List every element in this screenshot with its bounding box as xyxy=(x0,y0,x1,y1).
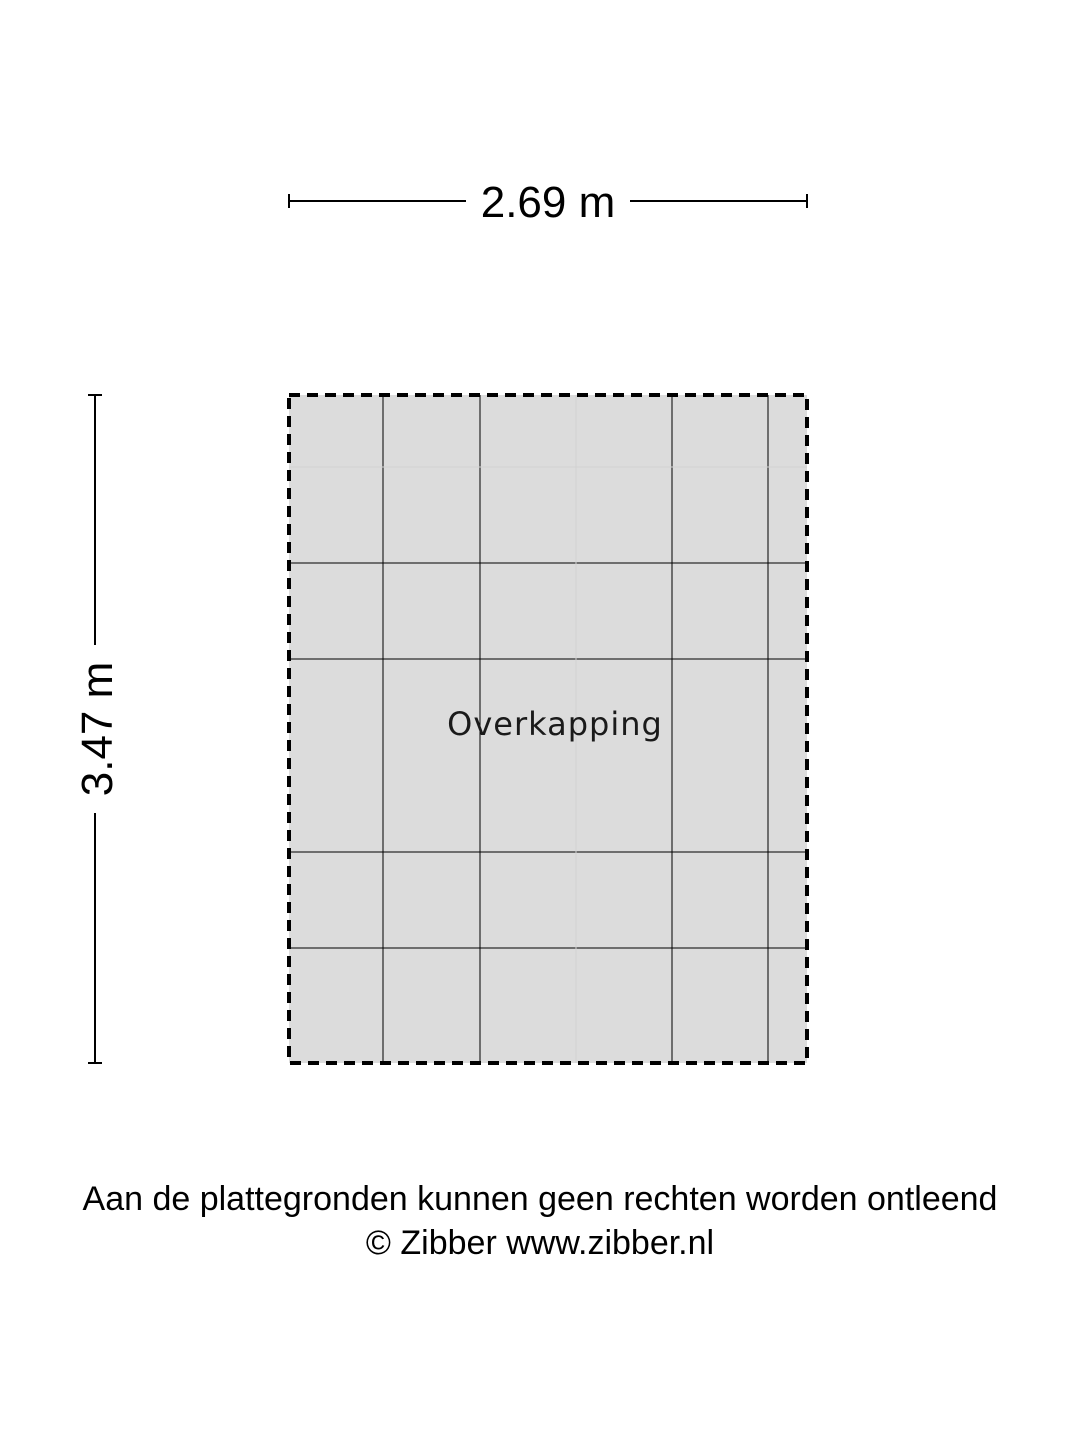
width-label: 2.69 m xyxy=(480,178,616,227)
copyright-text: © Zibber www.zibber.nl xyxy=(365,1224,715,1262)
room-label: Overkapping xyxy=(447,705,663,743)
room-overkapping xyxy=(289,395,807,1063)
width-dimension xyxy=(289,178,807,227)
height-dimension xyxy=(73,395,122,1063)
disclaimer-text: Aan de plattegronden kunnen geen rechten worden ontleend xyxy=(82,1180,998,1218)
height-label: 3.47 m xyxy=(73,661,122,797)
